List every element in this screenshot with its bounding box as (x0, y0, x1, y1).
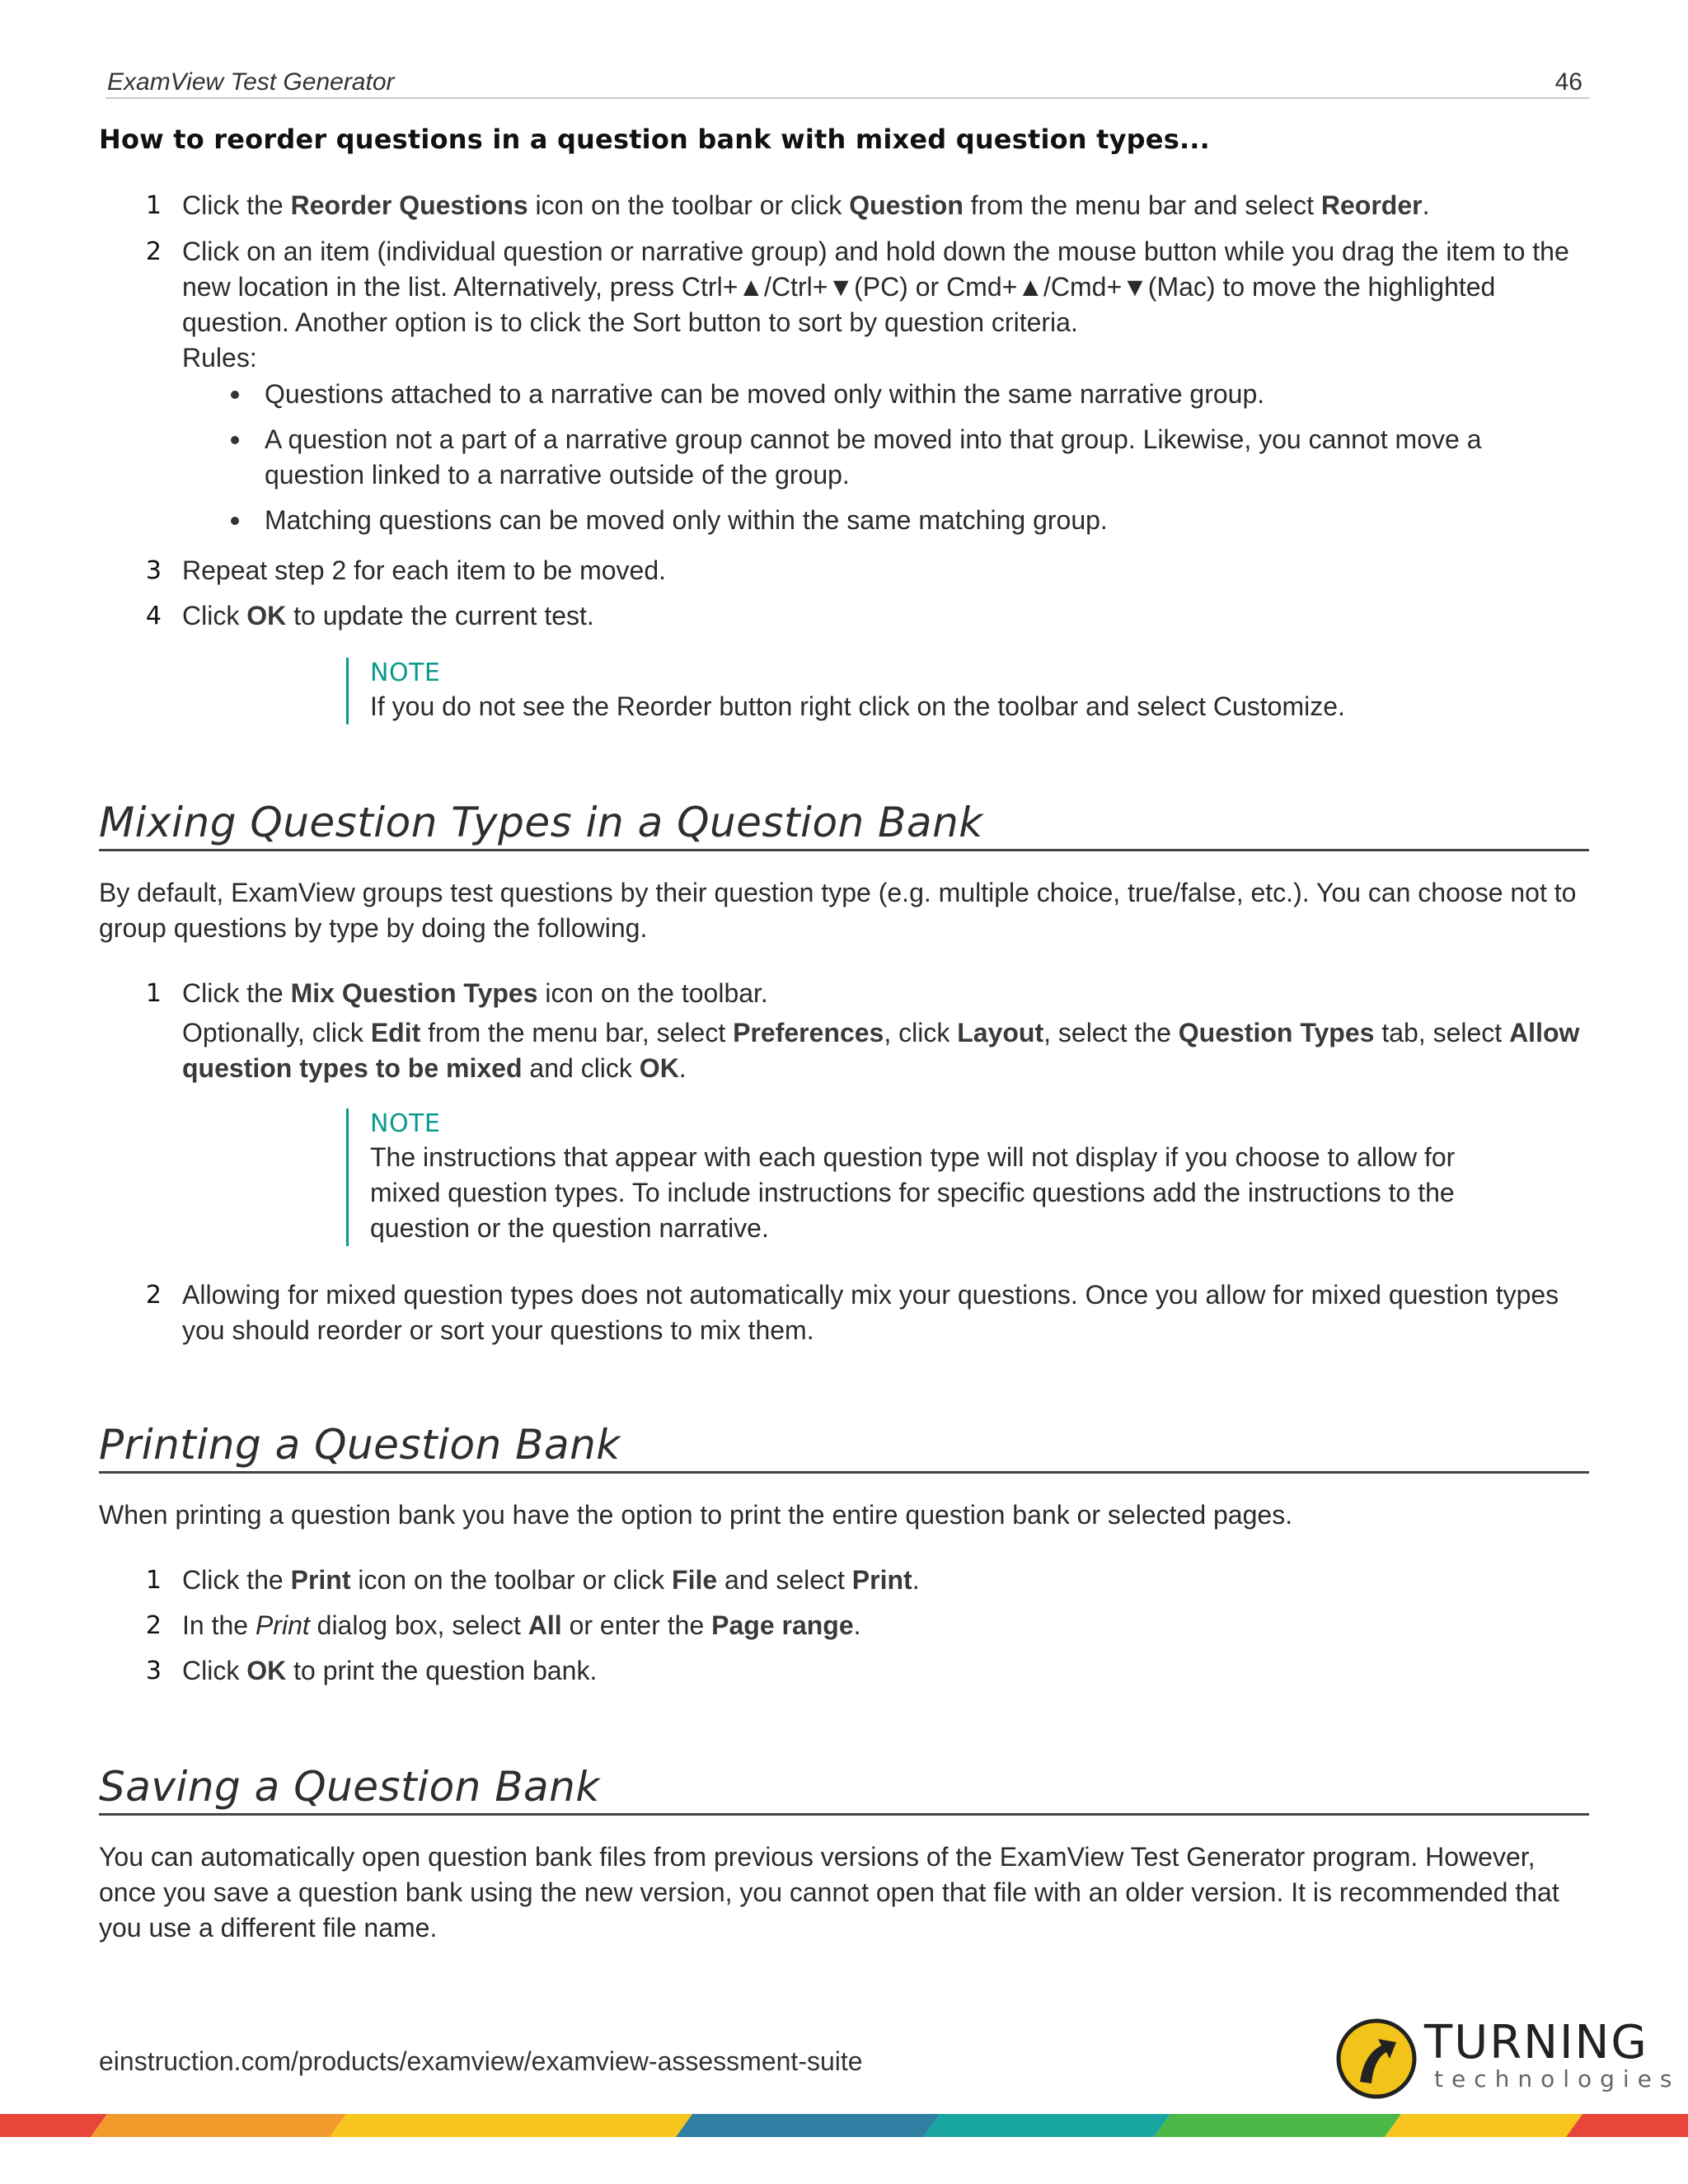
note-label: NOTE (370, 1109, 441, 1138)
step-number: 3 (145, 556, 162, 585)
section-heading-printing: Printing a Question Bank (99, 1420, 1589, 1474)
header-title: ExamView Test Generator (107, 68, 395, 96)
note-text: The instructions that appear with each question type will not display if you choose to allow for mixed question types. To include instructions for specific questions add the instructions to the question or the question narrative. (370, 1142, 1456, 1243)
page-header (106, 68, 1589, 99)
step-number: 2 (145, 237, 162, 266)
turning-logo (1335, 2016, 1681, 2100)
note-callout (346, 1108, 1507, 1246)
bullet-dot (231, 436, 239, 444)
page-number: 46 (1554, 68, 1582, 96)
note-text: If you do not see the Reorder button right click on the toolbar and select Customize. (370, 691, 1345, 721)
note-label: NOTE (370, 658, 441, 687)
step-text: Click the Reorder Questions icon on the toolbar or click Question from the menu bar and select Reorder. (182, 190, 1430, 220)
step-number: 4 (145, 602, 162, 630)
saving-text: You can automatically open question bank files from previous versions of the ExamView Test Generator program. However, once you save a question bank using the new version, you cannot open that file with an older version. It is recommended that you use a different file name. (99, 1842, 1559, 1943)
step-number: 2 (145, 1281, 162, 1310)
section-heading-saving: Saving a Question Bank (99, 1762, 1589, 1816)
bullet-dot (231, 517, 239, 525)
step-number: 1 (145, 979, 162, 1008)
step-number: 1 (145, 191, 162, 220)
logo-mark-icon (1335, 2018, 1418, 2100)
reorder-heading: How to reorder questions in a question bank with mixed question types... (99, 124, 1211, 155)
step-number: 2 (145, 1611, 162, 1640)
footer-url: einstruction.com/products/examview/examview-assessment-suite (99, 2046, 863, 2076)
note-callout (346, 658, 1590, 724)
section-heading-mixing: Mixing Question Types in a Question Bank (99, 798, 1589, 851)
logo-tagline: technologies (1434, 2065, 1681, 2093)
footer-color-stripe (0, 2114, 1688, 2137)
step-text: Click on an item (individual question or narrative group) and hold down the mouse button while you drag the item to the new location in the list. Alternatively, press Ctrl+▲/Ctrl+▼(PC) or Cmd+▲/Cmd+▼(Mac) to move the highlighted question. Another option is to click the Sort button to sort by question criteria. Rules: (182, 234, 1592, 376)
document-page: ExamView Test Generator 46 How to reorder questions in a question bank with mixed question types... 1 Click the Reorder Questions icon on the toolbar or click Question from the menu bar and select Reorder. 2 Click on an item (individual question or narrative group) and hold down the mouse button while you drag the item to the new location in the list. Alternatively, press Ctrl+▲/Ctrl+▼(PC) or Cmd+▲/Cmd+▼(Mac) to move the highlighted question. Another option is to click the Sort button to sort by question criteria. Rules: Questions attached to a narrative can be moved only within the same narrative group. A question not a part of a narrative group cannot be moved into that group. Likewise, you cannot move a question linked to a narrative outside of the group. Matching questions can be moved only within the same matching group. 3 Repeat step 2 for each item to be moved. 4 Click OK to update the current test. NOTE If you do not see the Reorder button right click on the toolbar and select Customize. Mixing Question Types in a Question Bank By default, ExamView groups test questions by their question type (e.g. multiple choice, true/false, etc.). You can choose not to group questions by type by doing the following. 1 Click the Mix Question Types icon on the toolbar. Optionally, click Edit from the menu bar, select Preferences, click Layout, select the Question Types tab, select Allow question types to be mixed and click OK. NOTE The instructions that appear with each question type will not display if you choose to allow for mixed question types. To include instructions for specific questions add the instructions to the question or the question narrative. 2 Allowing for mixed question types does not automatically mix your questions. Once you allow for mixed question types you should reorder or sort your questions to mix them. Printing a Question Bank When printing a question bank you have the option to print the entire question bank or selected pages. 1 Click the Print icon on the toolbar or click File and select Print. 2 In the Print dialog box, select All or enter the Page range. 3 Click OK to print the question bank. Saving a Question Bank You can automatically open question bank files from previous versions of the ExamView Test Generator program. However, once you save a question bank using the new version, you cannot open that file with an older version. It is recommended that you use a different file name. einstruction.com/products/examview/examview-assessment-suite TURNING technologies (0, 0, 1688, 2184)
logo-word: TURNING (1424, 2016, 1648, 2069)
printing-intro: When printing a question bank you have the option to print the entire question bank or selected pages. (99, 1500, 1293, 1530)
mixing-intro: By default, ExamView groups test questions by their question type (e.g. multiple choice, true/false, etc.). You can choose not to group questions by type by doing the following. (99, 878, 1577, 943)
step-number: 1 (145, 1566, 162, 1595)
bullet-dot (231, 391, 239, 399)
step-number: 3 (145, 1657, 162, 1685)
rules-label: Rules: (182, 343, 257, 373)
